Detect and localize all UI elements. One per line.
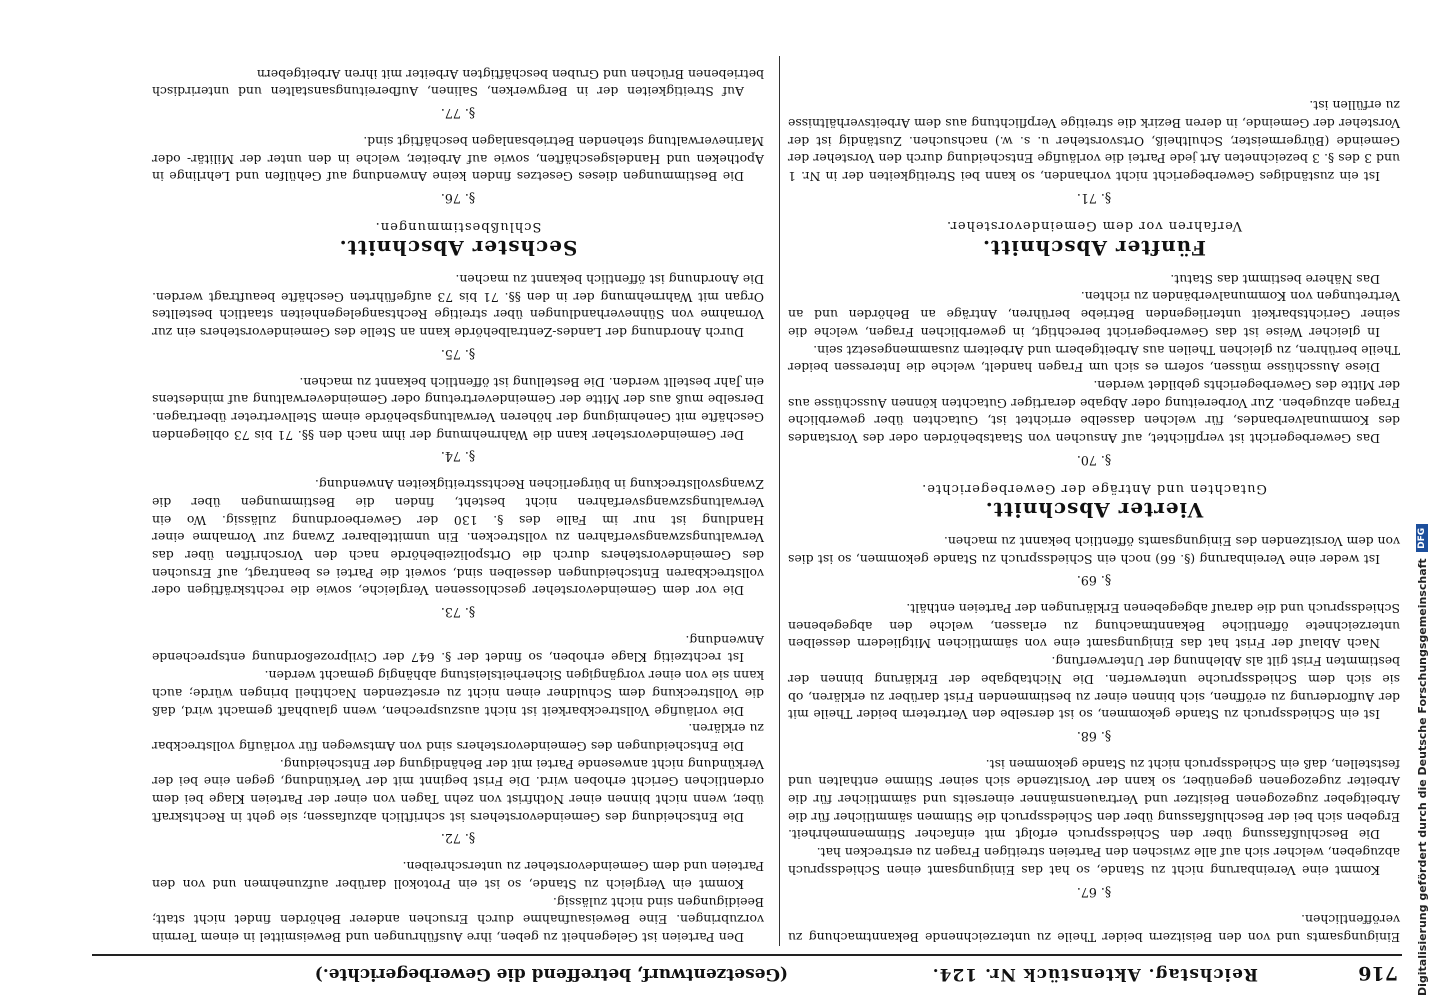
digitization-credit (1414, 6, 1430, 996)
section-subheading: Gutachten und Anträge der Gewerbegerichte. (921, 480, 1267, 496)
paragraph: Das Nähere bestimmt das Statut. (1170, 271, 1380, 287)
paragraph: Ist rechtzeitig Klage erhoben, so findet der §. 647 der Civilprozeßordnung entsprechende Anwendung. (152, 632, 764, 666)
section-sign: §. 73. (440, 605, 476, 621)
paragraph: Auf Streitigkeiten der in Bergwerken, Salinen, Aufbereitungsanstalten und unterirdisch betriebenen Brüchen und Gruben beschäftigten Arbeiter mit ihren Arbeitgebern (152, 66, 764, 100)
header-rule (92, 954, 1402, 956)
section-heading: Fünfter Abschnitt. (981, 236, 1207, 261)
paragraph: Den Parteien ist Gelegenheit zu geben, ihre Ausführungen und Beweismittel in einem Termin vorzubringen. Eine Beweisaufnahme durch Ersuchen anderer Behörden findet nicht statt; Beeidigungen sind nicht zulässig. (152, 894, 764, 945)
section-subheading: Verfahren vor dem Gemeindevorsteher. (945, 218, 1243, 234)
paragraph: Durch Anordnung der Landes-Zentralbehörde kann an Stelle des Gemeindevorstehers ein zur Vornahme von Sühneverhandlungen über streitige Rechtsangelegenheiten staatlich bestelltes Organ mit Wahrnehmung der in den §§. 71 bis 73 aufgeführten Geschäfte beauftragt werden. Die Anordnung ist öffentlich bekannt zu machen. (152, 272, 764, 341)
section-sign: §. 70. (1076, 452, 1112, 468)
section-sign: §. 74. (440, 449, 476, 465)
paragraph: Die Beschlußfassung über den Schiedsspruch erfolgt mit einfacher Stimmenmehrheit. Ergeben sich bei der Beschlußfassung über den Schiedsspruch die Stimmen sämmtlicher für die Arbeitgeber zugezogenen Beisitzer und Vertrauensmänner einerseits und sämmtlicher für die Arbeiter zugezogenen gegenüber, so kann der Vorsitzende sich seiner Stimme enthalten und feststellen, daß ein Schiedsspruch nicht zu Stande gekommen ist. (788, 756, 1400, 843)
section-subheading: Schlußbestimmungen. (374, 218, 542, 234)
section-heading: Vierter Abschnitt. (984, 498, 1204, 523)
header-subtitle: (Gesetzentwurf, betreffend die Gewerbegerichte.) (314, 964, 788, 984)
section-sign: §. 68. (1076, 728, 1112, 744)
credit-text: Digitalisierung gefördert durch die Deutsche Forschungsgemeinschaft (1415, 558, 1429, 996)
running-title: Reichstag. Aktenstück Nr. 124. (931, 964, 1258, 984)
paragraph: Kommt eine Vereinbarung nicht zu Stande, so hat das Einigungsamt einen Schiedsspruch abzugeben, welcher sich auf alle zwischen den Parteien streitigen Fragen zu erstrecken hat. (788, 845, 1400, 878)
section-sign: §. 69. (1076, 573, 1112, 589)
paragraph: Diese Ausschüsse müssen, sofern es sich um Fragen handelt, welche die Interessen beider Theile berühren, zu gleichen Theilen aus Arbeitgebern und Arbeitern zusammengesetzt sein. (788, 342, 1400, 376)
paragraph: Der Gemeindevorsteher kann die Wahrnehmung der ihm nach den §§. 71 bis 73 obliegenden Geschäfte mit Genehmigung der höheren Verwaltungsbehörde einem Stellvertreter übertragen. Derselbe muß aus der Mitte der Gemeindevertretung oder Gemeindeverwaltung auf mindestens ein Jahr bestellt werden. Die Bestellung ist öffentlich bekannt zu machen. (152, 374, 764, 443)
section-sign: §. 77. (440, 106, 476, 122)
paragraph: Einigungsamts und von den Beisitzern beider Theile zu unterzeichnende Bekanntmachung zu veröffentlichen. (788, 912, 1400, 945)
paragraph: Ist ein Schiedsspruch zu Stande gekommen, so ist derselbe den Vertretern beider Theile mit der Aufforderung zu eröffnen, sich binnen einer zu bestimmenden Frist darüber zu erklären, ob sie sich dem Schiedsspruche unterwerfen. Die Nichtabgabe der Erklärung binnen der bestimmten Frist gilt als Ablehnung der Unterwerfung. (788, 654, 1400, 723)
section-sign: §. 67. (1076, 884, 1112, 900)
section-sign: §. 75. (440, 346, 476, 362)
paragraph: Nach Ablauf der Frist hat das Einigungsamt eine von sämmtlichen Mitgliedern desselben unterzeichnete öffentliche Bekanntmachung zu erlassen, welche den abgegebenen Schiedsspruch und die darauf abgegebenen Erklärungen der Parteien enthält. (788, 601, 1400, 652)
paragraph: Die vor dem Gemeindevorsteher geschlossenen Vergleiche, sowie die rechtskräftigen oder vollstreckbaren Entscheidungen desselben sind, soweit die Partei es beantragt, auf Ersuchen des Gemeindevorstehers durch die Ortspolizeibehörde nach den Vorschriften über das Verwaltungszwangsverfahren zu vollstrecken. Ein unmittelbarer Zwang zur Vornahme einer Handlung ist nur im Falle des §. 130 der Gewerbeordnung zulässig. Wo ein Verwaltungszwangsverfahren nicht besteht, finden die Bestimmungen über die Zwangsvollstreckung in bürgerlichen Rechtsstreitigkeiten Anwendung. (152, 477, 764, 599)
section-sign: §. 72. (440, 831, 476, 847)
paragraph: In gleicher Weise ist das Gewerbegericht berechtigt, in gewerblichen Fragen, welche die seiner Gerichtsbarkeit unterliegenden Betriebe berühren, Anträge an Behörden und an Vertretungen von Kommunalverbänden zu richten. (788, 289, 1400, 340)
paragraph: Die Bestimmungen dieses Gesetzes finden keine Anwendung auf Gehülfen und Lehrlinge in Apotheken und Handelsgeschäften, sowie auf Arbeiter, welche in den unter der Militär- oder Marineverwaltung stehenden Betriebsanlagen beschäftigt sind. (152, 133, 764, 185)
right-column (152, 46, 764, 946)
paragraph: Ist ein zuständiges Gewerbegericht nicht vorhanden, so kann bei Streitigkeiten der in Nr. 1 und 3 des §. 3 bezeichneten Art jede Partei die vorläufige Entscheidung durch den Vorsteher der Gemeinde (Bürgermeister, Schultheiß, Ortsvorsteher u. s. w.) nachsuchen. Zuständig ist der Vorsteher der Gemeinde, in deren Bezirk die streitige Verpflichtung aus dem Arbeitsverhältnisse zu erfüllen ist. (788, 98, 1400, 184)
paragraph: Ist weder eine Vereinbarung (§. 66) noch ein Schiedsspruch zu Stande gekommen, so ist dies von dem Vorsitzenden des Einigungsamts öffentlich bekannt zu machen. (788, 533, 1400, 567)
page-header (98, 956, 1398, 984)
left-column (788, 46, 1400, 946)
paragraph: Die Entscheidungen des Gemeindevorstehers sind von Amtswegen für vorläufig vollstreckbar zu erklären. (152, 721, 764, 754)
section-heading: Sechster Abschnitt. (338, 236, 578, 261)
column-divider (779, 56, 780, 946)
paragraph: Die Entscheidung des Gemeindevorstehers ist schriftlich abzufassen; sie geht in Rechtskraft über, wenn nicht binnen einer Nothfrist von zehn Tagen von einer der Parteien Klage bei dem ordentlichen Gericht erhoben wird. Die Frist beginnt mit der Verkündung, gegen eine bei der Verkündung nicht anwesende Partei mit der Behändigung der Entscheidung. (152, 756, 764, 825)
section-sign: §. 76. (440, 190, 476, 206)
page-number: 716 (1358, 962, 1398, 984)
paragraph: Kommt ein Vergleich zu Stande, so ist ein Protokoll darüber aufzunehmen und von den Parteien und dem Gemeindevorsteher zu unterschreiben. (152, 859, 764, 892)
paragraph: Das Gewerbegericht ist verpflichtet, auf Ansuchen von Staatsbehörden oder des Vorstandes des Kommunalverbandes, für welchen dasselbe errichtet ist, Gutachten über gewerbliche Fragen abzugeben. Zur Vorbereitung oder Abgabe derartiger Gutachten können Ausschüsse aus der Mitte des Gewerbegerichts gebildet werden. (788, 378, 1400, 447)
section-sign: §. 71. (1076, 190, 1112, 206)
dfg-logo-icon: DFG (1416, 524, 1428, 552)
paragraph: Die vorläufige Vollstreckbarkeit ist nicht auszusprechen, wenn glaubhaft gemacht wird, daß die Vollstreckung dem Schuldner einen nicht zu ersetzenden Nachtheil bringen würde; auch kann sie von einer vorgängigen Sicherheitsleistung abhängig gemacht werden. (152, 668, 764, 719)
